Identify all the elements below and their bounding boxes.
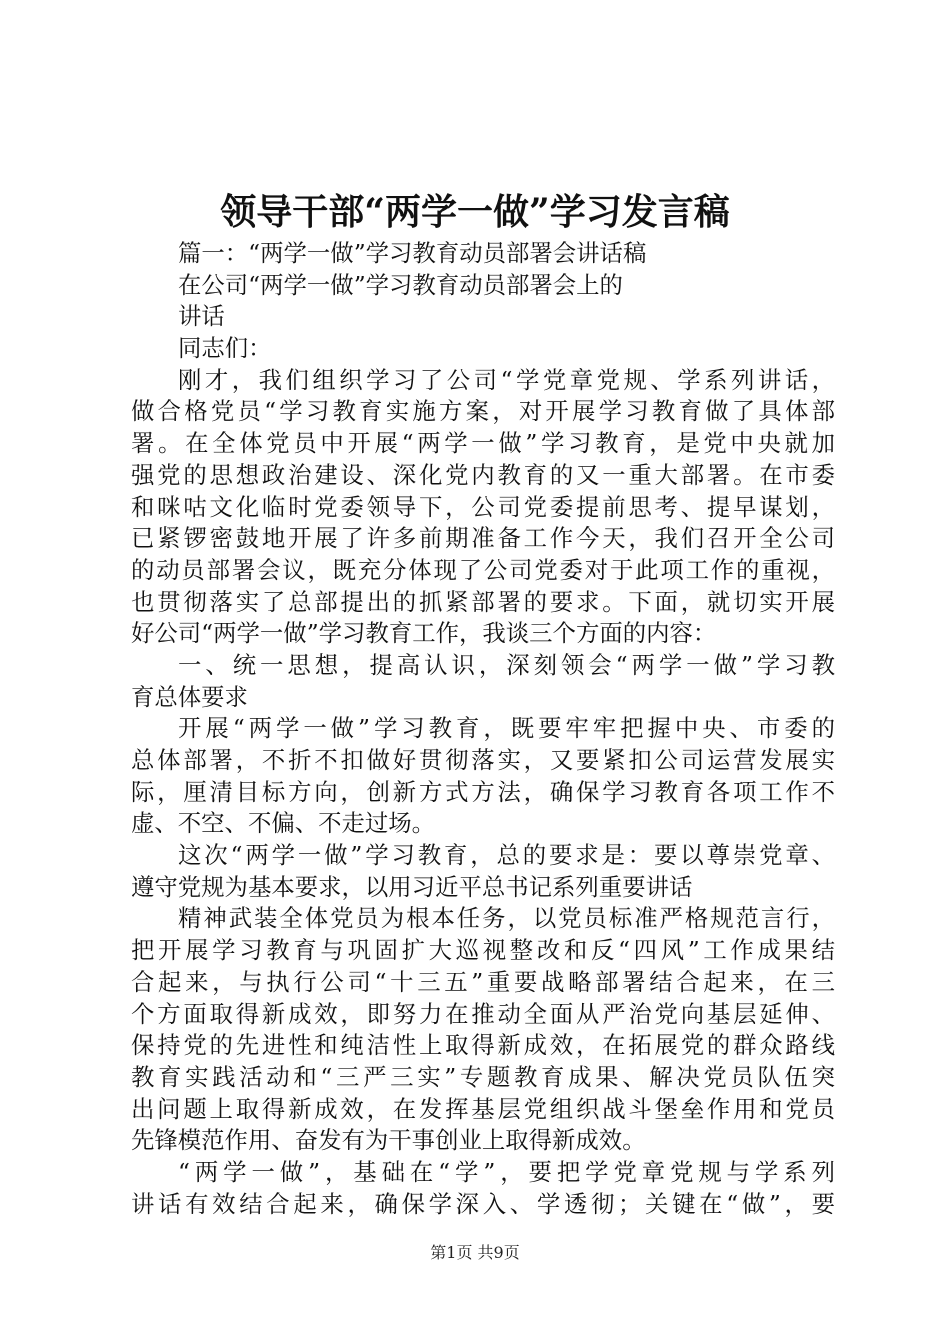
paragraph-line: 这次“两学一做”学习教育，总的要求是：要以尊崇党章、 [178, 841, 835, 870]
paragraph-line: 同志们： [178, 334, 272, 363]
paragraph-line: 际，厘清目标方向，创新方式方法，确保学习教育各项工作不 [131, 777, 835, 806]
page-footer: 第1页 共9页 [430, 1243, 520, 1262]
paragraph-line: 讲话有效结合起来，确保学深入、学透彻；关键在“做”，要 [131, 1189, 835, 1218]
paragraph-line: 把开展学习教育与巩固扩大巡视整改和反“四风”工作成果结 [131, 936, 835, 965]
paragraph-line: 总体部署，不折不扣做好贯彻落实，又要紧扣公司运营发展实 [131, 746, 835, 774]
paragraph-line: 的动员部署会议，既充分体现了公司党委对于此项工作的重视， [131, 555, 835, 584]
paragraph-line: 育总体要求 [131, 682, 248, 711]
paragraph-line: 和咪咕文化临时党委领导下，公司党委提前思考、提早谋划， [131, 492, 835, 521]
paragraph-line: 开展“两学一做”学习教育，既要牢牢把握中央、市委的 [178, 714, 835, 743]
paragraph-line: 个方面取得新成效，即努力在推动全面从严治党向基层延伸、 [131, 999, 835, 1028]
paragraph-line: 讲话 [178, 302, 225, 331]
paragraph-line: 做合格党员“学习教育实施方案，对开展学习教育做了具体部 [131, 397, 835, 426]
document-title: 领导干部“两学一做”学习发言稿 [220, 191, 730, 233]
paragraph-line: 出问题上取得新成效，在发挥基层党组织战斗堡垒作用和党员 [131, 1094, 835, 1123]
paragraph-line: 已紧锣密鼓地开展了许多前期准备工作今天，我们召开全公司 [131, 524, 835, 553]
paragraph-line: 虚、不空、不偏、不走过场。 [131, 809, 436, 838]
paragraph-line: 在公司“两学一做”学习教育动员部署会上的 [178, 270, 623, 299]
paragraph-line: 署。在全体党员中开展“两学一做”学习教育，是党中央就加 [131, 429, 835, 458]
paragraph-line: 先锋模范作用、奋发有为干事创业上取得新成效。 [131, 1126, 646, 1155]
paragraph-line: 篇一：“两学一做”学习教育动员部署会讲话稿 [178, 239, 647, 267]
paragraph-line: 好公司“两学一做”学习教育工作，我谈三个方面的内容： [131, 619, 717, 648]
paragraph-line: 教育实践活动和“三严三实”专题教育成果、解决党员队伍突 [131, 1062, 835, 1091]
paragraph-line: 合起来，与执行公司“十三五”重要战略部署结合起来，在三 [131, 967, 835, 996]
document-body [131, 238, 835, 1220]
paragraph-line: “两学一做”，基础在“学”，要把学党章党规与学系列 [178, 1157, 835, 1186]
paragraph-line: 精神武装全体党员为根本任务，以党员标准严格规范言行， [178, 904, 835, 933]
paragraph-line: 也贯彻落实了总部提出的抓紧部署的要求。下面，就切实开展 [131, 587, 835, 616]
paragraph-line: 强党的思想政治建设、深化党内教育的又一重大部署。在市委 [131, 460, 835, 489]
paragraph-line: 一、统一思想，提高认识，深刻领会“两学一做”学习教 [178, 650, 835, 679]
paragraph-line: 刚才，我们组织学习了公司“学党章党规、学系列讲话， [178, 365, 835, 394]
paragraph-line: 遵守党规为基本要求，以用习近平总书记系列重要讲话 [131, 872, 693, 901]
paragraph-line: 保持党的先进性和纯洁性上取得新成效，在拓展党的群众路线 [131, 1031, 835, 1060]
